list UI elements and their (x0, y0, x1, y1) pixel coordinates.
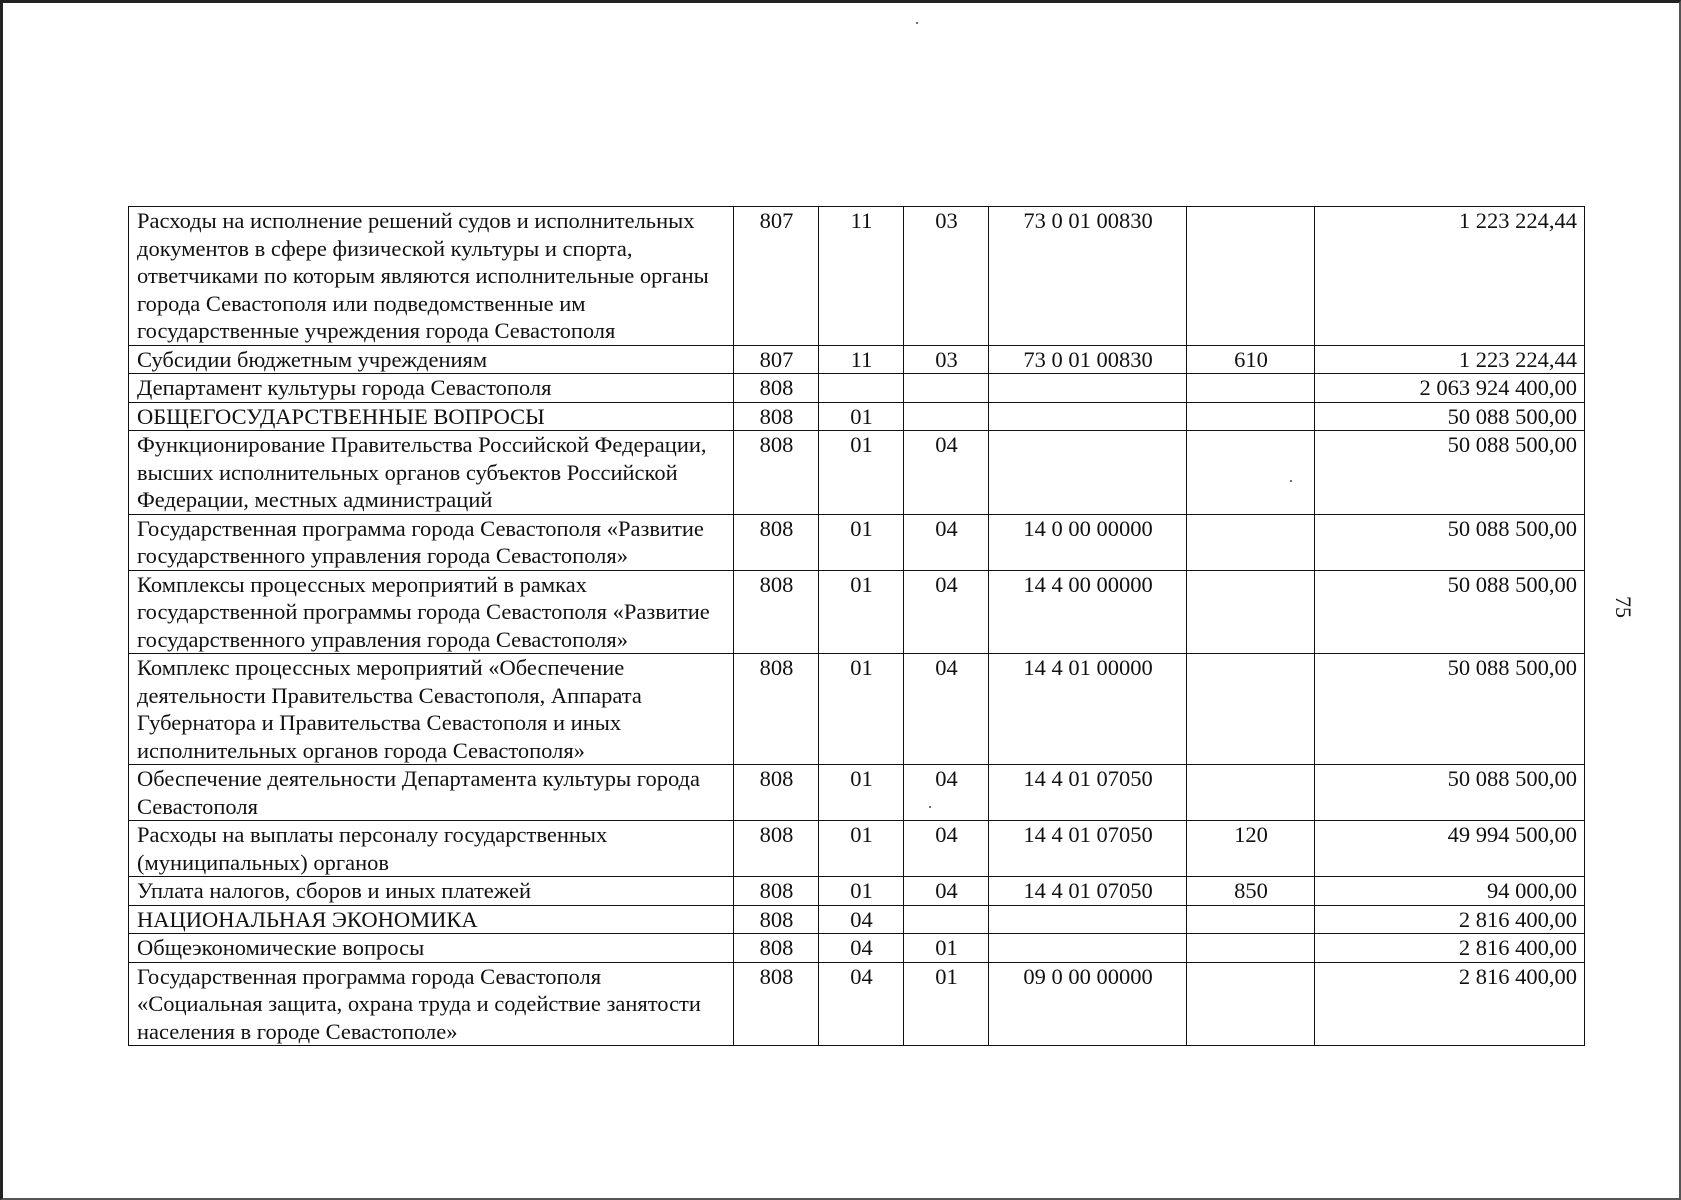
cell-name: Расходы на исполнение решений судов и исполнительных документов в сфере физической культуры и спорта, ответчиками по которым являются исполнительные органы города Севастополя или подведомственные им государственные учреждения города Севастополя (129, 207, 734, 346)
cell-rz: 01 (819, 402, 904, 431)
cell-sum: 50 088 500,00 (1315, 570, 1585, 654)
cell-gr: 808 (734, 821, 819, 877)
cell-sum: 50 088 500,00 (1315, 765, 1585, 821)
cell-gr: 808 (734, 431, 819, 515)
cell-sum: 50 088 500,00 (1315, 514, 1585, 570)
cell-vr (1187, 654, 1315, 765)
cell-pr: 04 (904, 821, 989, 877)
table-row (129, 654, 1585, 765)
cell-pr: 03 (904, 345, 989, 374)
cell-pr: 04 (904, 431, 989, 515)
cell-pr (904, 402, 989, 431)
table-row (129, 765, 1585, 821)
cell-csr: 14 4 00 00000 (989, 570, 1187, 654)
cell-rz (819, 374, 904, 403)
cell-csr: 14 4 01 07050 (989, 877, 1187, 906)
cell-vr (1187, 962, 1315, 1046)
cell-rz: 01 (819, 877, 904, 906)
cell-csr: 09 0 00 00000 (989, 962, 1187, 1046)
table-row (129, 514, 1585, 570)
cell-name: Обеспечение деятельности Департамента культуры города Севастополя (129, 765, 734, 821)
cell-csr: 14 4 01 00000 (989, 654, 1187, 765)
cell-rz: 01 (819, 570, 904, 654)
cell-name: НАЦИОНАЛЬНАЯ ЭКОНОМИКА (129, 905, 734, 934)
cell-sum: 94 000,00 (1315, 877, 1585, 906)
cell-rz: 01 (819, 431, 904, 515)
cell-vr (1187, 402, 1315, 431)
cell-pr: 04 (904, 877, 989, 906)
cell-csr: 14 4 01 07050 (989, 821, 1187, 877)
cell-rz: 04 (819, 905, 904, 934)
cell-rz: 11 (819, 207, 904, 346)
table-row (129, 374, 1585, 403)
cell-gr: 808 (734, 765, 819, 821)
table-row (129, 934, 1585, 963)
cell-gr: 808 (734, 374, 819, 403)
cell-pr: 03 (904, 207, 989, 346)
cell-name: Государственная программа города Севастополя «Социальная защита, охрана труда и содействие занятости населения в городе Севастополе» (129, 962, 734, 1046)
cell-vr (1187, 374, 1315, 403)
cell-gr: 808 (734, 570, 819, 654)
cell-name: Департамент культуры города Севастополя (129, 374, 734, 403)
cell-name: ОБЩЕГОСУДАРСТВЕННЫЕ ВОПРОСЫ (129, 402, 734, 431)
cell-name: Уплата налогов, сборов и иных платежей (129, 877, 734, 906)
table-row (129, 207, 1585, 346)
cell-gr: 808 (734, 877, 819, 906)
cell-vr (1187, 570, 1315, 654)
cell-csr (989, 934, 1187, 963)
cell-name: Комплексы процессных мероприятий в рамках государственной программы города Севастополя «Развитие государственного управления города Севастополя» (129, 570, 734, 654)
cell-vr (1187, 905, 1315, 934)
cell-sum: 1 223 224,44 (1315, 345, 1585, 374)
cell-gr: 808 (734, 934, 819, 963)
cell-csr (989, 431, 1187, 515)
cell-csr: 73 0 01 00830 (989, 345, 1187, 374)
cell-csr: 14 0 00 00000 (989, 514, 1187, 570)
cell-csr: 14 4 01 07050 (989, 765, 1187, 821)
cell-pr: 04 (904, 654, 989, 765)
cell-name: Общеэкономические вопросы (129, 934, 734, 963)
cell-name: Комплекс процессных мероприятий «Обеспечение деятельности Правительства Севастополя, Аппарата Губернатора и Правительства Севастополя и иных исполнительных органов города Севастополя» (129, 654, 734, 765)
cell-rz: 11 (819, 345, 904, 374)
table-row (129, 905, 1585, 934)
scan-speck (916, 22, 918, 24)
cell-pr (904, 374, 989, 403)
cell-gr: 808 (734, 654, 819, 765)
cell-rz: 01 (819, 765, 904, 821)
cell-vr: 610 (1187, 345, 1315, 374)
cell-rz: 01 (819, 654, 904, 765)
cell-vr (1187, 765, 1315, 821)
cell-gr: 808 (734, 514, 819, 570)
cell-rz: 01 (819, 821, 904, 877)
cell-name: Функционирование Правительства Российской Федерации, высших исполнительных органов субъектов Российской Федерации, местных администраций (129, 431, 734, 515)
table-row (129, 345, 1585, 374)
table-row (129, 431, 1585, 515)
cell-csr (989, 374, 1187, 403)
table-row (129, 821, 1585, 877)
cell-gr: 808 (734, 962, 819, 1046)
page-number: 75 (1611, 596, 1636, 618)
cell-gr: 808 (734, 905, 819, 934)
cell-pr: 04 (904, 514, 989, 570)
cell-vr: 120 (1187, 821, 1315, 877)
cell-pr: 01 (904, 962, 989, 1046)
cell-vr (1187, 431, 1315, 515)
cell-gr: 807 (734, 207, 819, 346)
cell-gr: 808 (734, 402, 819, 431)
cell-vr (1187, 514, 1315, 570)
cell-rz: 04 (819, 934, 904, 963)
cell-rz: 04 (819, 962, 904, 1046)
cell-pr (904, 905, 989, 934)
cell-sum: 2 816 400,00 (1315, 905, 1585, 934)
cell-sum: 2 063 924 400,00 (1315, 374, 1585, 403)
cell-sum: 2 816 400,00 (1315, 962, 1585, 1046)
cell-vr (1187, 934, 1315, 963)
cell-name: Расходы на выплаты персоналу государственных (муниципальных) органов (129, 821, 734, 877)
table-row (129, 570, 1585, 654)
cell-sum: 50 088 500,00 (1315, 402, 1585, 431)
budget-table-body (129, 207, 1585, 1046)
cell-pr: 04 (904, 570, 989, 654)
table-row (129, 962, 1585, 1046)
cell-rz: 01 (819, 514, 904, 570)
cell-pr: 01 (904, 934, 989, 963)
cell-csr: 73 0 01 00830 (989, 207, 1187, 346)
cell-gr: 807 (734, 345, 819, 374)
cell-sum: 50 088 500,00 (1315, 654, 1585, 765)
cell-vr: 850 (1187, 877, 1315, 906)
cell-sum: 2 816 400,00 (1315, 934, 1585, 963)
cell-sum: 1 223 224,44 (1315, 207, 1585, 346)
cell-pr: 04 (904, 765, 989, 821)
table-row (129, 877, 1585, 906)
cell-sum: 50 088 500,00 (1315, 431, 1585, 515)
table-row (129, 402, 1585, 431)
cell-name: Субсидии бюджетным учреждениям (129, 345, 734, 374)
cell-vr (1187, 207, 1315, 346)
budget-table (128, 206, 1585, 1046)
cell-csr (989, 402, 1187, 431)
cell-name: Государственная программа города Севастополя «Развитие государственного управления города Севастополя» (129, 514, 734, 570)
cell-csr (989, 905, 1187, 934)
cell-sum: 49 994 500,00 (1315, 821, 1585, 877)
